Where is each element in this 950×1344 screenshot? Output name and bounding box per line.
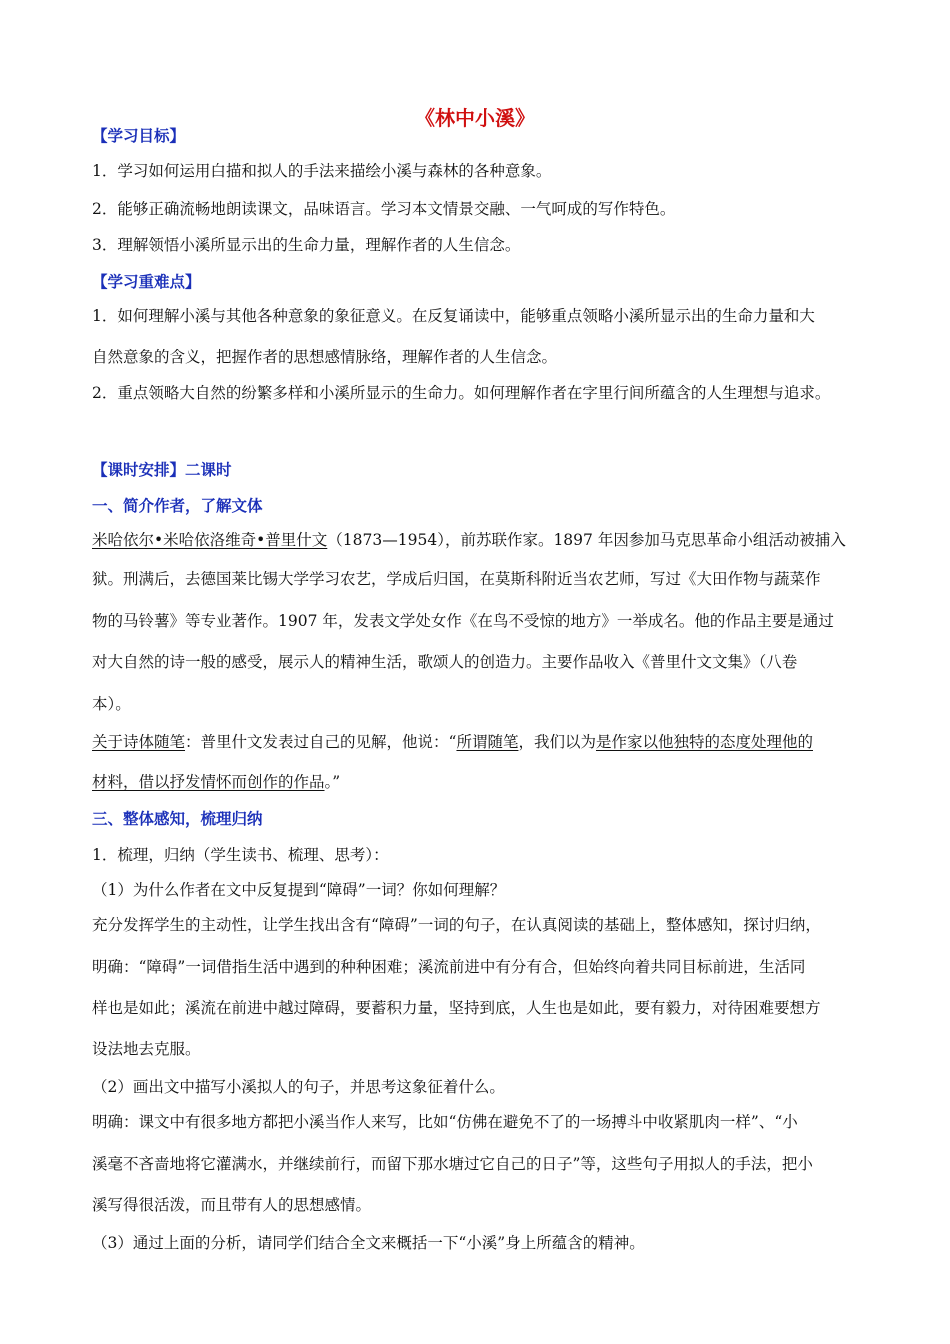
answer-2-line-1: 明确：课文中有很多地方都把小溪当作人来写，比如“仿佛在避免不了的一场搏斗中收紧肌肉一样”、“小 <box>92 1113 798 1131</box>
goal-item-2: 2．能够正确流畅地朗读课文，品味语言。学习本文情景交融、一气呵成的写作特色。 <box>92 200 676 218</box>
goals-heading: 【学习目标】 <box>92 127 186 145</box>
key-point-1-line-2: 自然意象的含义，把握作者的思想感情脉络，理解作者的人生信念。 <box>92 348 558 366</box>
author-bio-line-2: 狱。刑满后，去德国莱比锡大学学习农艺，学成后归国，在莫斯科附近当农艺师，写过《大田作物与蔬菜作 <box>92 570 821 588</box>
schedule-heading: 【课时安排】二课时 <box>92 461 232 479</box>
genre-text: ：普里什文发表过自己的见解，他说：“ <box>185 733 457 751</box>
answer-2-line-3: 溪写得很活泼，而且带有人的思想感情。 <box>92 1196 372 1214</box>
document-title: 《林中小溪》 <box>415 106 535 130</box>
question-3: （3）通过上面的分析，请同学们结合全文来概括一下“小溪”身上所蕴含的精神。 <box>92 1234 645 1252</box>
question-2: （2）画出文中描写小溪拟人的句子，并思考这象征着什么。 <box>92 1078 505 1096</box>
author-name: 米哈依尔•米哈依洛维奇•普里什文 <box>92 531 328 549</box>
genre-line-2 <box>92 772 340 792</box>
section1-heading: 一、简介作者，了解文体 <box>92 497 263 515</box>
genre-end: 。” <box>324 773 341 791</box>
genre-label: 关于诗体随笔 <box>92 733 186 751</box>
section3-heading: 三、整体感知，梳理归纳 <box>92 810 263 828</box>
answer-2-line-2: 溪毫不吝啬地将它灌满水，并继续前行，而留下那水塘过它自己的日子”等，这些句子用拟人的手法，把小 <box>92 1155 813 1173</box>
author-bio-line-1 <box>92 530 846 550</box>
answer-1-line-4: 设法地去克服。 <box>92 1040 201 1058</box>
genre-definition-2: 材料，借以抒发情怀而创作的作品 <box>92 773 325 791</box>
key-point-1-line-1: 1．如何理解小溪与其他各种意象的象征意义。在反复诵读中，能够重点领略小溪所显示出的生命力量和大 <box>92 307 815 325</box>
genre-term: 所谓随笔 <box>456 733 519 751</box>
answer-1-line-1: 充分发挥学生的主动性，让学生找出含有“障碍”一词的句子，在认真阅读的基础上，整体感知，探讨归纳， <box>92 916 821 934</box>
goal-item-3: 3．理解领悟小溪所显示出的生命力量，理解作者的人生信念。 <box>92 236 521 254</box>
goal-item-1: 1．学习如何运用白描和拟人的手法来描绘小溪与森林的各种意象。 <box>92 162 552 180</box>
answer-1-line-2: 明确：“障碍”一词借指生活中遇到的种种困难；溪流前进中有分有合，但始终向着共同目标前进，生活同 <box>92 958 806 976</box>
key-points-heading: 【学习重难点】 <box>92 273 201 291</box>
genre-text-2: ，我们以为 <box>518 733 596 751</box>
genre-definition-1: 是作家以他独特的态度处理他的 <box>595 733 813 751</box>
author-bio-text: （1873—1954），前苏联作家。1897 年因参加马克思革命小组活动被捕入 <box>327 531 846 549</box>
genre-line-1 <box>92 732 813 752</box>
author-bio-line-5: 本）。 <box>92 695 131 713</box>
author-bio-line-3: 物的马铃薯》等专业著作。1907 年，发表文学处女作《在鸟不受惊的地方》一举成名。他的作品主要是通过 <box>92 612 834 630</box>
key-point-2: 2．重点领略大自然的纷繁多样和小溪所显示的生命力。如何理解作者在字里行间所蕴含的人生理想与追求。 <box>92 384 831 402</box>
author-bio-line-4: 对大自然的诗一般的感受，展示人的精神生活，歌颂人的创造力。主要作品收入《普里什文文集》（八卷 <box>92 653 798 671</box>
answer-1-line-3: 样也是如此；溪流在前进中越过障碍，要蓄积力量，坚持到底，人生也是如此，要有毅力，对待困难要想方 <box>92 999 821 1017</box>
question-1: （1）为什么作者在文中反复提到“障碍”一词？你如何理解？ <box>92 881 506 899</box>
section3-intro: 1．梳理，归纳（学生读书、梳理、思考）： <box>92 846 389 864</box>
